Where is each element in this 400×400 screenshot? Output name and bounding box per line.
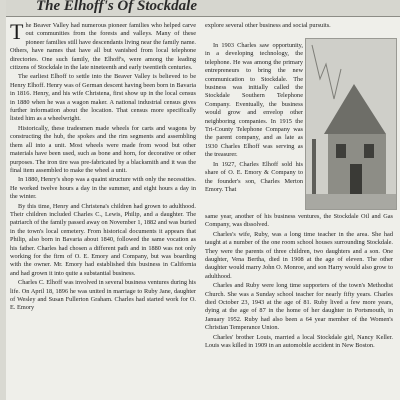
paragraph: same year, another of his business ventures, the Stockdale Oil and Gas Company, was dissolved. (205, 213, 393, 229)
house-photo-image (306, 39, 396, 209)
paragraph: In 1927, Charles Elhoff sold his share of O. E. Emory & Company to the founder's son, Charles Merton Emory. That (205, 160, 303, 193)
paragraph: Charles C. Elhoff was involved in several business ventures during his life. On April 18, 1896 he was united in marriage to Ruby Jane, daughter of Wesley and Susan Fullerton Graham. Charles had started work for O. E. Emory (10, 279, 196, 312)
right-column-intro (205, 22, 393, 31)
opening-paragraph (10, 19, 196, 72)
page-edge (0, 0, 6, 400)
paragraph: Charles' brother Louis, married a local Stockdale girl, Nancy Keller. Louis was killed in 1909 in an automobile accident in New Boston. (205, 333, 393, 350)
article-title: The Elhoff's Of Stockdale (36, 0, 197, 14)
paragraph: Historically, these tradesmen made wheels for carts and wagons by constructing the hub, the spokes and the rim segments and assembling them all into a unit. Most wheels were made from wood but other materials have been used, such as bone and horn, for decorative or other purposes. The iron tire was pre-fabricated by a blacksmith and it was the final item assembled to make the wheel a unit. (10, 124, 196, 174)
opening-text: he Beaver Valley had numerous pioneer families who helped carve out communities from the forests and valleys. Many of these pioneer families still have descendants living near the family name. Others, have names that have all but vanished from local telephone directories. One such family, the Elhoff's, were among the leading citizens of Stockdale in the late nineteenth and early twentieth centuries. (10, 22, 196, 72)
paragraph: explore several other business and social pursuits. (205, 22, 331, 29)
paragraph: In 1880, Henry's shop was a quaint structure with only the necessities. He worked twelve hours a day in the summer, and eight hours a day in the winter. (10, 176, 196, 201)
article-header-banner (6, 0, 400, 17)
paragraph: Charles and Ruby were long time supporters of the town's Methodist Church. She was a Sunday school teacher for nearly fifty years. Charles died October 23, 1943 at the age of 81. Ruby lived a few more years, dying at the age of 87 in the home of her daughter in Portsmouth, in January 1952. Ruby had also been a 64 year member of the Women's Christian Temperance Union. (205, 282, 393, 332)
left-text-column (10, 19, 196, 314)
paragraph: In 1903 Charles saw opportunity, in a developing technology, the telephone. He was among the primary entrepreneurs to bring the new communication to Stockdale. The business was initially called the Stockdale Southern Telephone Company. Eventually, the business would grow and envelop other neighboring companies. In 1915 the Tri-County Telephone Company was the parent company, and as late as 1930 Charles Elhoff was serving as the treasurer. (205, 42, 303, 159)
right-narrow-column (205, 42, 303, 195)
drop-cap: T (10, 19, 24, 44)
paragraph: Charles's wife, Ruby, was a long time teacher in the area. She had taught at a number of the one room school houses surrounding Stockdale. They were the parents of three children, two daughters and a son. One daughter, Vena Bertha, died in 1908 at the age of eleven. The other daughter would marry John O. Monroe, and son Harry would also grow to adulthood. (205, 230, 393, 280)
right-wide-column (205, 213, 393, 352)
house-photo (305, 38, 397, 210)
paragraph: By this time, Henry and Christena's children had grown to adulthood. Their children included Charles C., Lewis, Philip, and a daughter. The patriarch of the family passed away on November 1, 1882 and was buried in the town's local cemetery. From historical documents it appears that Philip, also born in Bavaria about 1840, followed the same vocation as his father. Charles had chosen a different path and in 1880 was not only working for the firm of O. E. Emory and Company, but was boarding with the owner. Mr. Emory had established this business in California and had grown it into quite a substantial business. (10, 202, 196, 277)
paragraph: The earliest Elhoff to settle into the Beaver Valley is believed to be Henry Elhoff. Henry was of German descent having been born in Bavaria in 1816. Henry, and his wife Christena, first show up in the local census in 1880 when he was a wagon maker. A national industrial census gives further information about the location. That census more specifically listed him as a wheelwright. (10, 73, 196, 123)
